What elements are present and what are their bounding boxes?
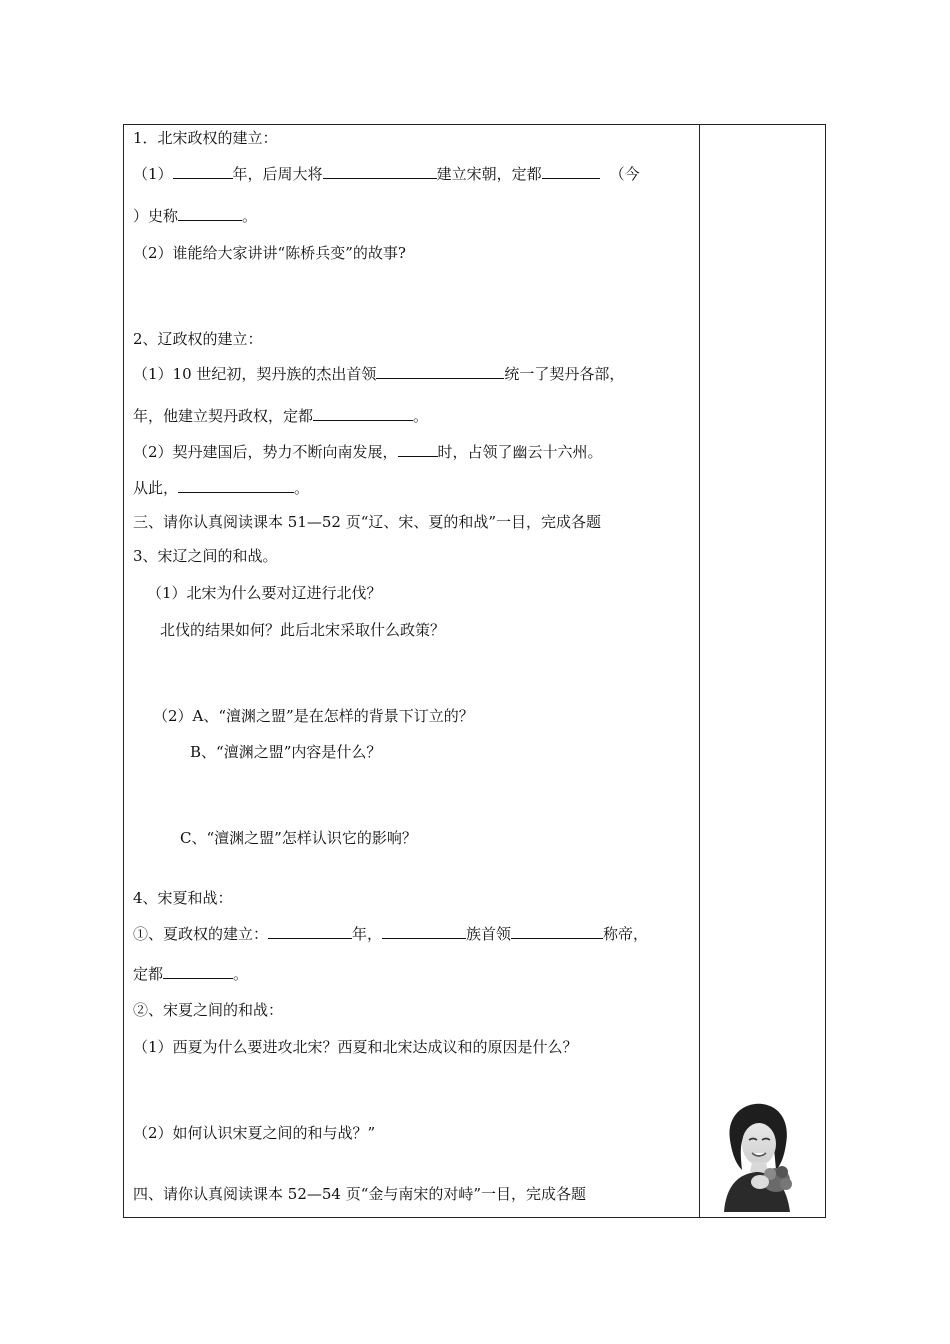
fill-blank[interactable]: [313, 406, 413, 421]
text: 族首领: [466, 925, 512, 943]
sec3-q1a: （1）北宋为什么要对辽进行北伐？: [147, 584, 382, 602]
sec3-q1b: 北伐的结果如何？此后北宋采取什么政策？: [160, 621, 446, 639]
sec2-q1-line2: [133, 406, 428, 426]
sec4-q2: （2）如何认识宋夏之间的和与战？”: [133, 1124, 376, 1142]
fill-blank[interactable]: [376, 364, 504, 379]
sec2-title: 2、辽政权的建立：: [133, 330, 263, 348]
sec4-p1-line1: [133, 924, 648, 944]
part3-heading: 三、请你认真阅读课本 51—52 页“辽、宋、夏的和战”一目，完成各题: [133, 513, 602, 531]
sec1-q1-line2: [133, 206, 257, 226]
text: ）史称: [133, 207, 179, 225]
part4-heading: 四、请你认真阅读课本 52—54 页“金与南宋的对峙”一目，完成各题: [133, 1185, 587, 1203]
text: （1）10 世纪初，契丹族的杰出首领: [133, 365, 377, 383]
sec1-q1-line1: [133, 164, 640, 184]
sec2-q2-line1: [133, 442, 603, 462]
text: 从此，: [133, 479, 179, 497]
fill-blank[interactable]: [323, 164, 437, 179]
sec1-q2: （2）谁能给大家讲讲“陈桥兵变”的故事?: [133, 244, 406, 262]
fill-blank[interactable]: [542, 164, 600, 179]
text: 建立宋朝，定都: [436, 165, 542, 183]
sec4-p2: ②、宋夏之间的和战：: [133, 1001, 284, 1019]
sec3-q2c: C、“澶渊之盟”怎样认识它的影响？: [180, 829, 417, 847]
fill-blank[interactable]: [178, 206, 242, 221]
text: （今: [609, 165, 640, 183]
text: 定都: [133, 965, 164, 983]
text: 年，: [352, 925, 383, 943]
sec3-q2a: （2）A、“澶渊之盟”是在怎样的背景下订立的？: [153, 707, 474, 725]
text: 。: [242, 207, 258, 225]
sec2-q2-line2: [133, 478, 309, 498]
fill-blank[interactable]: [173, 164, 233, 179]
sec4-p1-line2: [133, 964, 248, 984]
sec4-q1: （1）西夏为什么要进攻北宋？西夏和北宋达成议和的原因是什么？: [133, 1038, 578, 1056]
sec2-q1-line1: [133, 364, 624, 384]
text: 统一了契丹各部，: [504, 365, 625, 383]
fill-blank[interactable]: [382, 924, 466, 939]
fill-blank[interactable]: [163, 964, 233, 979]
column-divider: [699, 124, 700, 1218]
text: （1）: [133, 165, 173, 183]
fill-blank[interactable]: [511, 924, 603, 939]
text: 时，占领了幽云十六州。: [437, 443, 603, 461]
text: 年，他建立契丹政权，定都: [133, 407, 314, 425]
sec4-title: 4、宋夏和战：: [133, 889, 233, 907]
sec3-title: 3、宋辽之间的和战。: [133, 547, 278, 565]
text: ①、夏政权的建立：: [133, 925, 269, 943]
text: 。: [233, 965, 249, 983]
text: （2）契丹建国后，势力不断向南发展，: [133, 443, 398, 461]
text: 称帝，: [603, 925, 649, 943]
sec1-title: 1．北宋政权的建立：: [133, 129, 278, 147]
text: 。: [413, 407, 429, 425]
text: 年，后周大将: [232, 165, 323, 183]
girl-photo: [716, 1100, 802, 1212]
fill-blank[interactable]: [398, 442, 438, 457]
fill-blank[interactable]: [268, 924, 352, 939]
sec3-q2b: B、“澶渊之盟”内容是什么？: [190, 743, 382, 761]
text: 。: [294, 479, 310, 497]
fill-blank[interactable]: [178, 478, 294, 493]
